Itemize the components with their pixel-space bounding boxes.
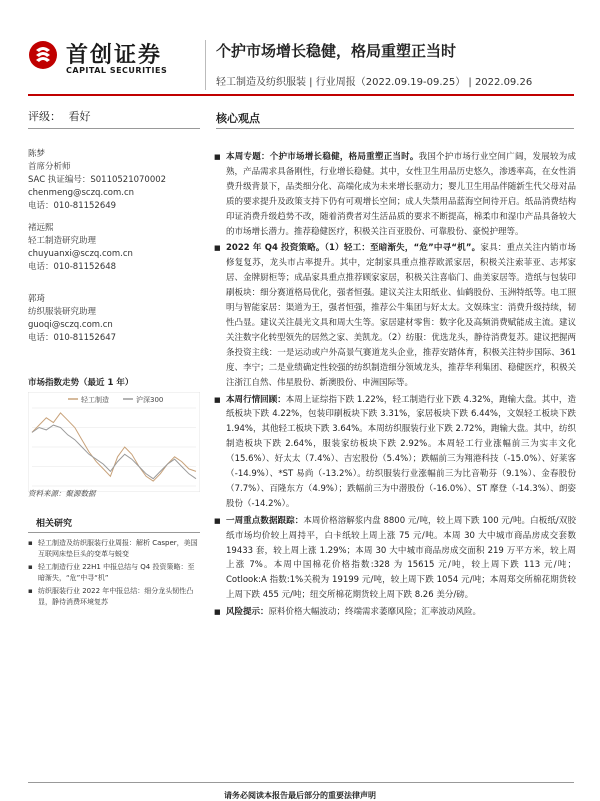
analyst-phone: 电话：010-81152647 bbox=[28, 333, 117, 343]
analyst-role: 纺织服装研究助理 bbox=[28, 307, 97, 317]
footer-rule bbox=[28, 782, 574, 783]
related-item[interactable]: ▪ 纺织服装行业 2022 年中报总结：细分龙头韧性凸显，静待消费环境复苏 bbox=[28, 586, 200, 608]
report-subtitle: 轻工制造及纺织服装 | 行业周报（2022.09.19-09.25） | 2022.09.26 bbox=[216, 77, 533, 88]
paragraph-heading: 2022 年 Q4 投资策略。（1）轻工：至暗渐失，“危”中寻“机”。 bbox=[226, 243, 481, 254]
brand-logo-icon bbox=[28, 40, 58, 70]
legend-label: 沪深300 bbox=[136, 396, 164, 404]
paragraph-text: 家具：重点关注内销市场修复复苏，龙头市占率提升。其中，定制家具重点推荐欧派家居，积极关注索菲亚、志邦家居、金牌厨柜等；成品家具重点推荐顾家家居，积极关注喜临门、曲美家居等。造纸与包装印刷板块：细分赛道格局优化，强者恒强。建议关注太阳纸业、仙鹤股份、玉洲特纸等。电工照明与智能家居：渠道为王，强者恒强，推荐公牛集团与好太太。文娱珠宝：消费升级持续，韧性凸显。建议关注晨光文具和周大生等。家居建材零售：数字化及高频消费赋能成主流。建议关注数字化转型领先的居然之家、美凯龙。（2）纺服：优选龙头，静待消费复苏。建议把握两条投资主线：一是运动或户外高景气赛道龙头企业，推荐安踏体育，积极关注特步国际、361 度、李宁；二是业绩确定性较强的纺织制造细分领域龙头，推荐华利集团、稳健医疗，积极关注浙江自然、伟星股份、新澳股份、申洲国际等。 bbox=[226, 243, 576, 388]
analyst-2 bbox=[28, 222, 133, 274]
rating bbox=[28, 108, 198, 124]
report-title: 个护市场增长稳健，格局重塑正当时 bbox=[216, 42, 457, 60]
paragraph-market-review bbox=[216, 393, 576, 512]
header-rule bbox=[28, 94, 574, 96]
analyst-phone: 电话：010-81152649 bbox=[28, 201, 117, 211]
brand-name-cn: 首创证券 bbox=[66, 43, 163, 68]
analyst-role: 轻工制造研究助理 bbox=[28, 236, 97, 246]
paragraph-heading: 一周重点数据跟踪： bbox=[226, 515, 304, 526]
paragraph-text: 原料价格大幅波动；终端需求萎靡风险；汇率波动风险。 bbox=[268, 607, 482, 618]
analyst-1 bbox=[28, 148, 166, 213]
related-item[interactable]: ▪ 轻工制造行业 22H1 中报总结与 Q4 投资策略：至暗渐失，“危”中寻“机” bbox=[28, 562, 200, 584]
chart-title: 市场指数走势（最近 1 年） bbox=[28, 378, 134, 388]
footer-disclaimer: 请务必阅读本报告最后部分的重要法律声明 bbox=[224, 791, 376, 800]
analyst-email[interactable]: chenmeng@sczq.com.cn bbox=[28, 188, 135, 198]
analyst-phone: 电话：010-81152648 bbox=[28, 262, 117, 272]
left-rule bbox=[28, 128, 200, 129]
analyst-3 bbox=[28, 293, 116, 345]
analyst-name: 郭琦 bbox=[28, 294, 46, 304]
related-item[interactable]: ▪ 轻工制造及纺织服装行业周报：解析 Casper，美国互联网床垫巨头的变革与蜕变 bbox=[28, 538, 200, 560]
header-divider bbox=[205, 40, 206, 90]
related-research-list bbox=[28, 538, 200, 610]
rating-value: 看好 bbox=[68, 110, 91, 123]
paragraph-heading: 本周专题：个护市场增长稳健，格局重塑正当时。 bbox=[226, 152, 419, 162]
paragraph-data-tracking bbox=[216, 514, 576, 603]
paragraph-heading: 风险提示： bbox=[226, 607, 269, 618]
related-rule bbox=[28, 532, 200, 533]
rating-label: 评级： bbox=[28, 110, 61, 123]
right-rule bbox=[216, 128, 574, 129]
core-views-body bbox=[216, 150, 576, 622]
chart-plot bbox=[28, 392, 200, 492]
core-views-title: 核心观点 bbox=[216, 112, 260, 125]
paragraph-q4-strategy bbox=[216, 241, 576, 390]
analyst-name: 褚远熙 bbox=[28, 223, 54, 233]
paragraph-risk bbox=[216, 605, 576, 620]
analyst-sac: SAC 执证编号：S0110521070002 bbox=[28, 175, 167, 185]
paragraph-text: 本周价格溶解浆内盘 8800 元/吨，较上周下跌 100 元/吨。白板纸/双胶纸市场均价较上周持平，白卡纸较上周上涨 75 元/吨。本周 30 大中城市商品房成交套数 19433 套，较上周上涨 1.29%；本周 30 大中城市商品房成交面积 219 万平方米，较上周上涨 7%。本周中国棉花价格指数:328 为 15615 元/吨，较上周下跌 113 元/吨；Cotlook:A 指数:1%关税为 19199 元/吨，较上周下跌 1054 元/吨；本周郑交所棉花期货较上周下跌 455 元/吨；纽交所棉花期货较上周下跌 8.26 美分/磅。 bbox=[226, 515, 576, 601]
paragraph-text: 我国个护市场行业空间广阔，发展较为成熟，产品需求具备刚性，行业增长稳健。其中，女性卫生用品历史悠久，渗透率高，在女性消费升级背景下，品类细分化、高端化成为未来增长驱动力；婴儿卫生用品伴随新生代父母对品质的要求提升及政策支持下仍有可观增长空间；成人失禁用品蓝海空间待开启。纸品消费结构印证消费升级趋势不改，随着消费者对生活品质的要求不断提高，棉柔巾和湿巾产品具备较大的市场增长潜力。推荐稳健医疗，积极关注百亚股份、可靠股份、豪悦护理等。 bbox=[226, 152, 576, 237]
analyst-name: 陈梦 bbox=[28, 149, 46, 159]
analyst-email[interactable]: chuyuanxi@sczq.com.cn bbox=[28, 249, 133, 259]
paragraph-heading: 本周行情回顾： bbox=[226, 394, 286, 405]
legend-label: 轻工制造 bbox=[81, 396, 109, 404]
report-header bbox=[0, 0, 600, 100]
paragraph-text: 本周上证综指下跌 1.22%，轻工制造行业下跌 4.32%，跑输大盘。其中，造纸板块下跌 4.22%，包装印刷板块下跌 3.31%，家居板块下跌 6.44%，文娱轻工板块下跌 1.94%，其他轻工板块下跌 3.64%。本周纺织服装行业下跌 2.72%，跑输大盘。其中，纺织制造板块下跌 2.64%，服装家纺板块下跌 2.92%。本周轻工行业涨幅前三为实丰文化（15.6%）、好太太（7.4%）、吉宏股份（5.4%）；跌幅前三为翔港科技（-15.0%）、好莱客（-14.9%）、*ST 易尚（-13.2%）。纺织服装行业涨幅前三为比音勒芬（9.1%）、金春股份（7.7%）、百隆东方（4.9%）；跌幅前三为中潜股份（-16.0%）、ST 摩登（-14.3%）、朗姿股份（-14.2%）。 bbox=[226, 394, 576, 509]
related-research-title: 相关研究 bbox=[36, 519, 73, 529]
paragraph-weekly-topic bbox=[216, 150, 576, 239]
analyst-role: 首席分析师 bbox=[28, 162, 71, 172]
brand-name-en: CAPITAL SECURITIES bbox=[66, 66, 168, 75]
market-index-chart bbox=[28, 376, 200, 492]
analyst-email[interactable]: guoqi@sczq.com.cn bbox=[28, 320, 113, 330]
chart-source: 资料来源：聚源数据 bbox=[28, 489, 96, 498]
